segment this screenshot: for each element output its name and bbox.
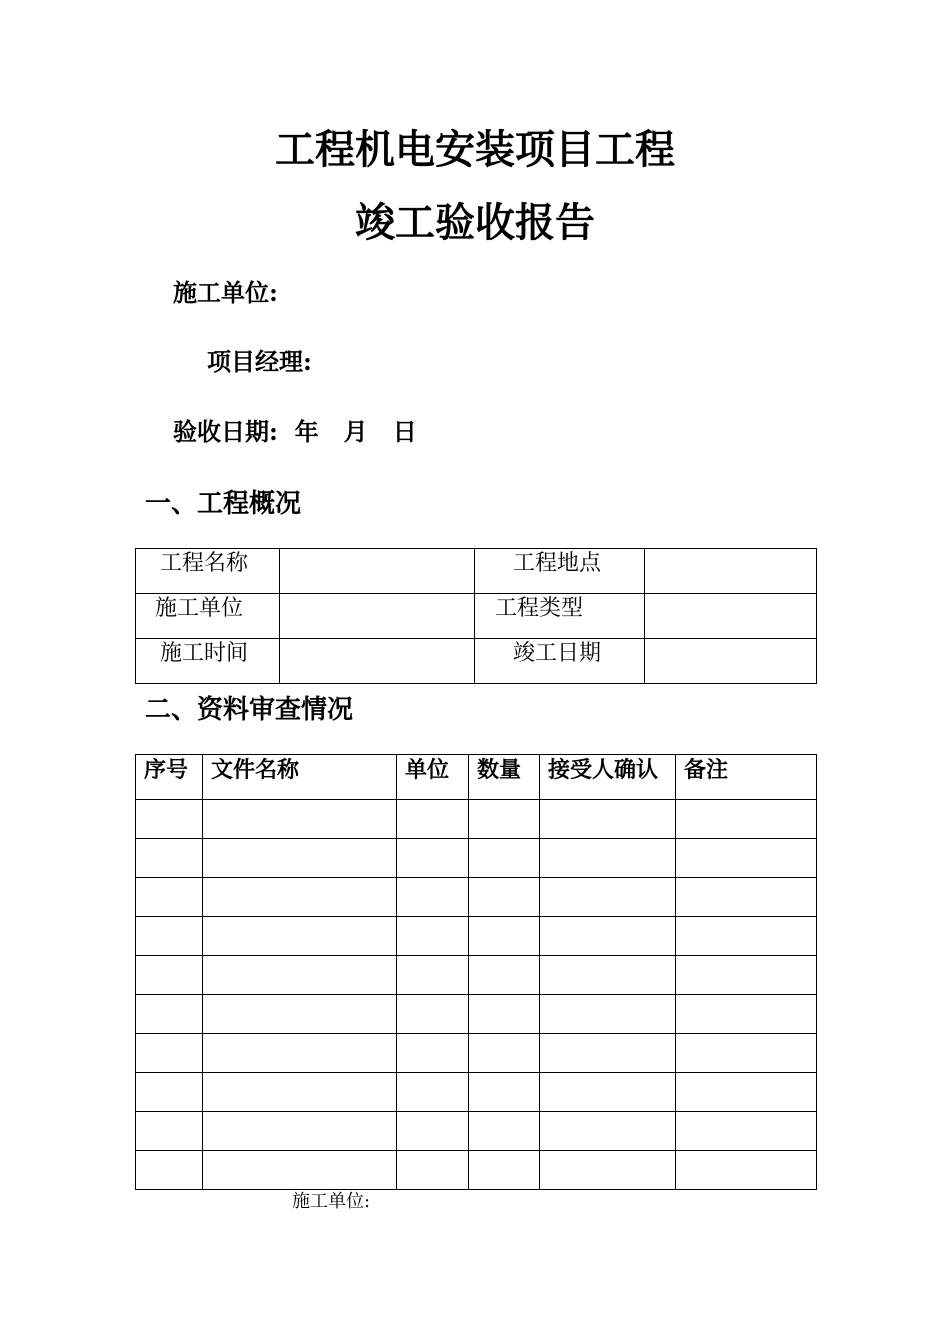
table-cell	[676, 800, 817, 839]
table-row	[136, 1112, 817, 1151]
table-cell	[136, 878, 203, 917]
header-cell-remarks: 备注	[676, 755, 817, 800]
table-cell	[540, 878, 676, 917]
table-cell	[469, 917, 540, 956]
table-cell	[280, 639, 475, 684]
table-cell	[397, 995, 469, 1034]
table-cell	[469, 800, 540, 839]
table-cell	[469, 956, 540, 995]
table-row	[136, 1073, 817, 1112]
table-cell: 工程类型	[475, 594, 645, 639]
table-cell	[397, 1151, 469, 1190]
table-cell	[540, 917, 676, 956]
table-cell	[203, 1034, 397, 1073]
table-cell	[397, 878, 469, 917]
footer-construction-unit-label: 施工单位:	[292, 1191, 371, 1212]
table-cell	[280, 549, 475, 594]
table-cell	[397, 1034, 469, 1073]
table-cell	[397, 917, 469, 956]
table-cell	[469, 1112, 540, 1151]
table-cell	[203, 839, 397, 878]
table-row	[136, 594, 817, 639]
table-cell: 竣工日期	[475, 639, 645, 684]
table-cell	[676, 917, 817, 956]
table-cell	[136, 839, 203, 878]
acceptance-date-label: 验收日期: 年 月 日	[173, 417, 417, 446]
header-cell-index: 序号	[136, 755, 203, 800]
construction-unit-label: 施工单位:	[173, 278, 278, 307]
table-cell	[540, 1034, 676, 1073]
section-project-overview-heading: 一、工程概况	[145, 489, 302, 519]
table-row	[136, 917, 817, 956]
table-cell	[136, 800, 203, 839]
header-cell-file-name: 文件名称	[203, 755, 397, 800]
table-cell	[645, 594, 817, 639]
table-cell	[203, 917, 397, 956]
header-cell-quantity: 数量	[469, 755, 540, 800]
table-cell	[203, 1112, 397, 1151]
table-cell: 施工单位	[136, 594, 280, 639]
table-cell	[136, 995, 203, 1034]
table-row	[136, 549, 817, 594]
table-cell	[203, 1151, 397, 1190]
table-cell	[397, 800, 469, 839]
document-review-table	[135, 754, 817, 1190]
table-cell	[136, 917, 203, 956]
table-row	[136, 800, 817, 839]
table-cell	[469, 995, 540, 1034]
table-cell: 工程名称	[136, 549, 280, 594]
table-cell	[540, 956, 676, 995]
project-manager-label: 项目经理:	[207, 347, 312, 376]
project-overview-table	[135, 548, 817, 684]
table-cell	[469, 1151, 540, 1190]
table-cell	[397, 1073, 469, 1112]
report-title-line2: 竣工验收报告	[355, 199, 595, 246]
table-cell	[203, 800, 397, 839]
table-cell	[676, 839, 817, 878]
table-cell	[540, 1151, 676, 1190]
table-cell	[540, 800, 676, 839]
table-row	[136, 956, 817, 995]
table-cell	[203, 995, 397, 1034]
report-title-line1: 工程机电安装项目工程	[275, 126, 675, 173]
table-cell	[397, 1112, 469, 1151]
header-cell-receiver-confirm: 接受人确认	[540, 755, 676, 800]
header-cell-unit: 单位	[397, 755, 469, 800]
section-document-review-heading: 二、资料审查情况	[145, 695, 354, 725]
table-cell	[540, 1112, 676, 1151]
table-row	[136, 878, 817, 917]
table-cell	[136, 1073, 203, 1112]
table-cell	[540, 839, 676, 878]
table-cell	[469, 839, 540, 878]
table-cell	[645, 639, 817, 684]
table-cell	[203, 1073, 397, 1112]
table-cell: 施工时间	[136, 639, 280, 684]
table-cell	[397, 839, 469, 878]
table-row	[136, 995, 817, 1034]
table-row	[136, 839, 817, 878]
table-cell	[136, 1112, 203, 1151]
table-row	[136, 1034, 817, 1073]
table-cell	[676, 878, 817, 917]
table-cell	[203, 878, 397, 917]
table-cell	[676, 956, 817, 995]
table-cell	[645, 549, 817, 594]
table-cell	[136, 956, 203, 995]
table-cell	[469, 1034, 540, 1073]
table-row	[136, 639, 817, 684]
table-cell	[676, 1151, 817, 1190]
table-cell	[676, 995, 817, 1034]
table-header-row	[136, 755, 817, 800]
table-row	[136, 1151, 817, 1190]
table-cell	[676, 1034, 817, 1073]
table-cell	[136, 1151, 203, 1190]
table-cell	[397, 956, 469, 995]
table-cell	[676, 1112, 817, 1151]
table-cell	[136, 1034, 203, 1073]
table-cell: 工程地点	[475, 549, 645, 594]
table-cell	[280, 594, 475, 639]
table-cell	[469, 1073, 540, 1112]
table-cell	[540, 1073, 676, 1112]
table-cell	[203, 956, 397, 995]
table-cell	[676, 1073, 817, 1112]
table-cell	[469, 878, 540, 917]
table-cell	[540, 995, 676, 1034]
